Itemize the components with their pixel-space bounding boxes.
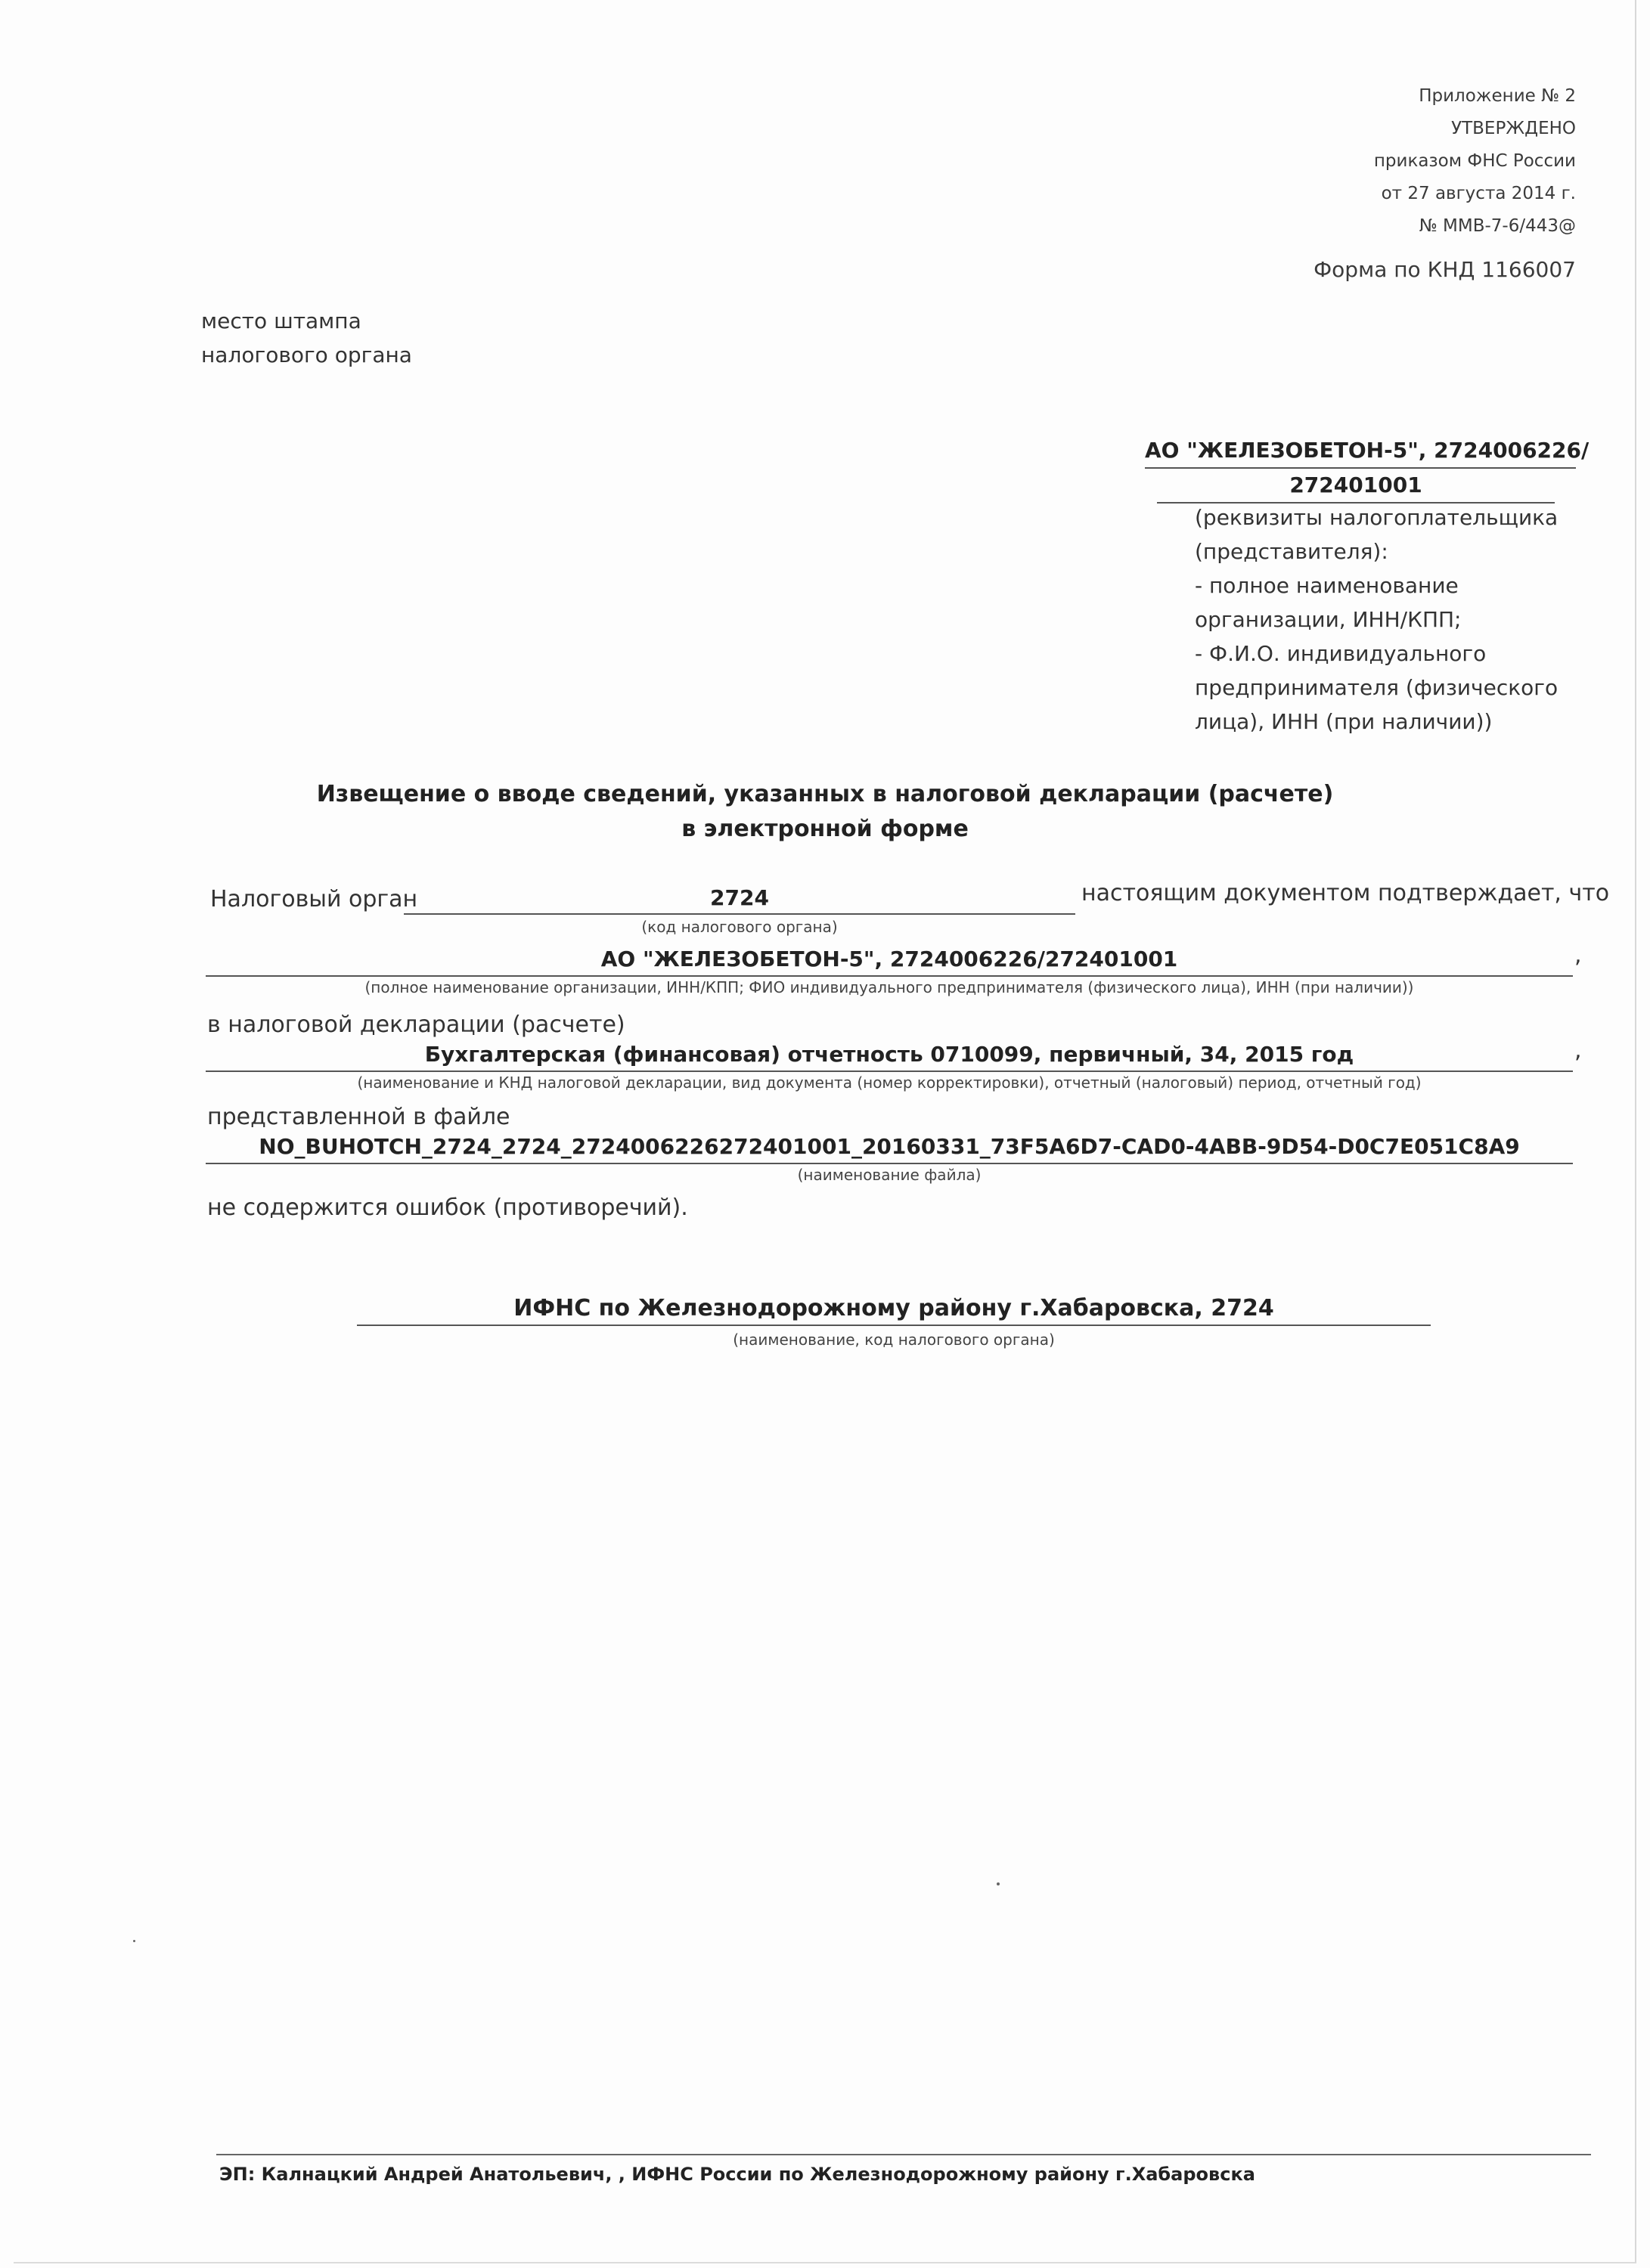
approval-line-order: приказом ФНС России [1373, 151, 1576, 171]
form-code: Форма по КНД 1166007 [1313, 257, 1576, 282]
declaration-label: в налоговой декларации (расчете) [207, 1012, 625, 1038]
organization-value: АО "ЖЕЛЕЗОБЕТОН-5", 2724006226/272401001 [206, 943, 1573, 977]
scan-speck [997, 1882, 1000, 1885]
file-name-caption: (наименование файла) [797, 1166, 982, 1184]
tax-authority-code: 2724 [404, 883, 1075, 915]
approval-block [1122, 80, 1576, 243]
declaration-value: Бухгалтерская (финансовая) отчетность 0710099, первичный, 34, 2015 год [206, 1039, 1573, 1072]
confirms-text: настоящим документом подтверждает, что [1081, 880, 1610, 906]
taxpayer-description-line: организации, ИНН/КПП; [1195, 607, 1462, 632]
taxpayer-description-line: - полное наименование [1195, 573, 1459, 598]
taxpayer-description-line: (реквизиты налогоплательщика [1195, 505, 1559, 530]
approval-line-number: № ММВ-7-6/443@ [1419, 216, 1576, 236]
no-errors-text: не содержится ошибок (противоречий). [207, 1194, 688, 1221]
organization-comma: , [1574, 942, 1582, 968]
stamp-place-line: налогового органа [201, 342, 412, 367]
file-label: представленной в файле [207, 1104, 510, 1130]
document-title-line1: Извещение о вводе сведений, указанных в налоговой декларации (расчете) [316, 781, 1334, 807]
issuing-authority-value: ИФНС по Железнодорожному району г.Хабаровска, 2724 [357, 1293, 1431, 1326]
taxpayer-description-line: лица), ИНН (при наличии)) [1195, 709, 1493, 734]
taxpayer-description-line: (представителя): [1195, 539, 1388, 564]
organization-caption: (полное наименование организации, ИНН/КПП; ФИО индивидуального предпринимателя (физического лица), ИНН (при наличии)) [364, 978, 1414, 996]
declaration-caption: (наименование и КНД налоговой декларации, вид документа (номер корректировки), отчетный (налоговый) период, отчетный год) [357, 1074, 1422, 1092]
approval-line-date: от 27 августа 2014 г. [1381, 184, 1576, 203]
taxpayer-description [1195, 500, 1588, 739]
taxpayer-name-line2: 272401001 [1157, 469, 1555, 503]
file-name-value: NO_BUHOTCH_2724_2724_2724006226272401001_20160331_73F5A6D7-CAD0-4ABB-9D54-D0C7E051C8A9 [206, 1131, 1573, 1164]
approval-line-approved: УТВЕРЖДЕНО [1451, 119, 1576, 138]
approval-line-appendix: Приложение № 2 [1419, 86, 1576, 106]
document-title [227, 777, 1423, 847]
scan-speck [133, 1940, 135, 1942]
signature-divider [216, 2154, 1591, 2155]
taxpayer-name-line1: АО "ЖЕЛЕЗОБЕТОН-5", 2724006226/ [1145, 434, 1576, 469]
issuing-authority-caption: (наименование, код налогового органа) [733, 1331, 1055, 1349]
tax-authority-label: Налоговый орган [210, 886, 418, 912]
taxpayer-name [1145, 434, 1590, 503]
taxpayer-description-line: - Ф.И.О. индивидуального [1195, 641, 1487, 666]
tax-authority-code-caption: (код налогового органа) [641, 918, 838, 936]
electronic-signature: ЭП: Калнацкий Андрей Анатольевич, , ИФНС России по Железнодорожному району г.Хабаровска [219, 2164, 1255, 2185]
taxpayer-description-line: предпринимателя (физического [1195, 675, 1559, 700]
declaration-comma: , [1574, 1037, 1582, 1064]
document-title-line2: в электронной форме [681, 816, 969, 842]
stamp-place [201, 304, 412, 372]
stamp-place-line: место штампа [201, 308, 361, 333]
